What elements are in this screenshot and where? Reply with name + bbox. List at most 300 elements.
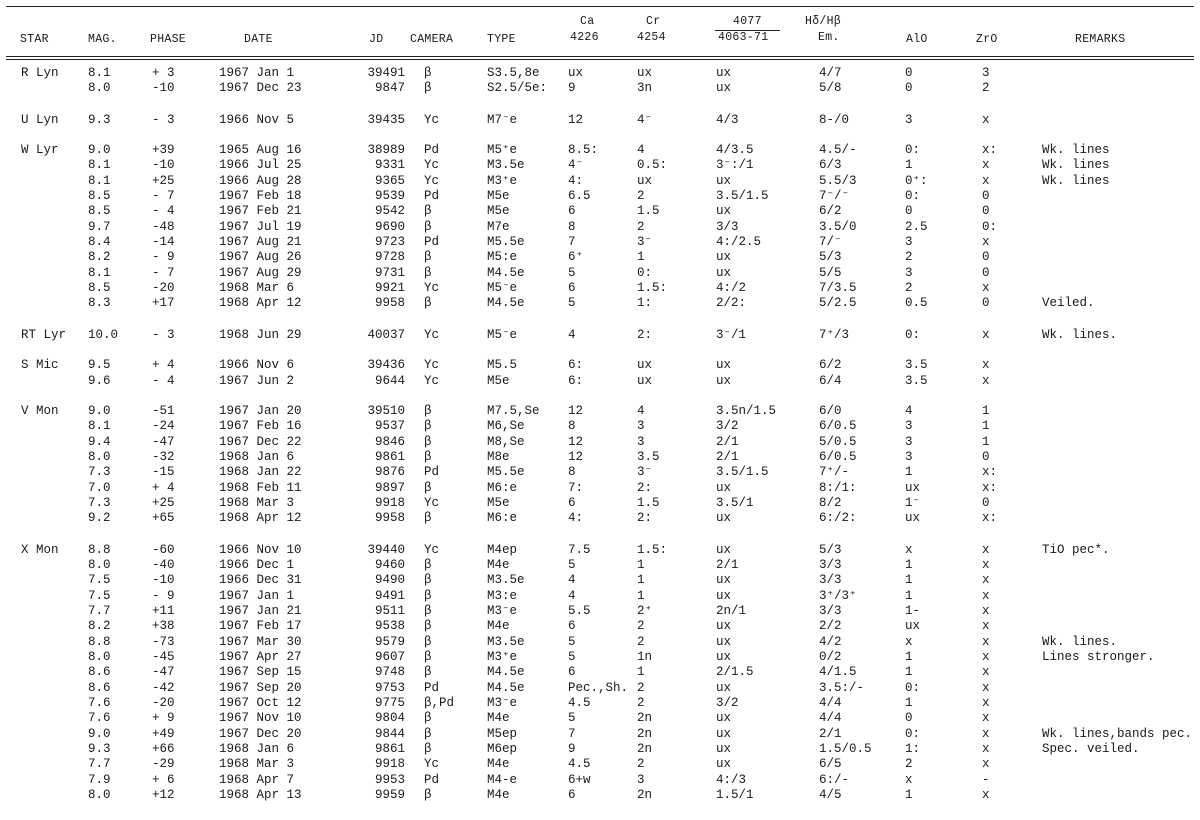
cell-cr-4254: ux <box>637 358 653 373</box>
cell-alo: 0: <box>905 143 921 158</box>
cell-camera: β <box>424 250 432 265</box>
cell-jd: 9861 <box>374 742 405 757</box>
cell-zro: 3 <box>982 66 990 80</box>
table-row <box>0 113 1200 128</box>
cell-type: M4e <box>487 711 510 726</box>
cell-camera: β <box>424 603 432 618</box>
cell-cr-4254: 2: <box>637 327 653 342</box>
cell-zro: x <box>982 542 990 557</box>
cell-hd-hb-em: 4/4 <box>819 711 842 726</box>
cell-jd: 9958 <box>374 511 405 526</box>
cell-ratio-4077: 4/3.5 <box>716 143 754 158</box>
cell-mag: 8.1 <box>88 173 111 188</box>
cell-ca-4226: 8 <box>568 219 576 234</box>
table-row <box>0 696 1200 711</box>
cell-ratio-4077: 2/1 <box>716 557 739 572</box>
cell-camera: Yc <box>424 358 440 373</box>
cell-camera: Yc <box>424 281 440 296</box>
cell-type: S2.5/5e: <box>487 81 548 96</box>
cell-ratio-4077: ux <box>716 573 732 588</box>
cell-cr-4254: 3.5 <box>637 449 660 464</box>
cell-type: M5e <box>487 204 510 219</box>
cell-hd-hb-em: 6/2 <box>819 204 842 219</box>
cell-ca-4226: 12 <box>568 449 584 464</box>
cell-date: 1968 Mar 6 <box>219 281 295 296</box>
cell-date: 1966 Aug 28 <box>219 173 302 188</box>
cell-zro: x <box>982 680 990 695</box>
cell-zro: x <box>982 696 990 711</box>
table-row <box>0 250 1200 265</box>
cell-mag: 8.2 <box>88 619 111 634</box>
cell-alo: 3 <box>905 419 913 434</box>
cell-alo: 2.5 <box>905 219 928 234</box>
cell-phase: -32 <box>152 449 175 464</box>
cell-date: 1966 Nov 6 <box>219 358 295 373</box>
cell-alo: 3 <box>905 235 913 250</box>
cell-type: M4-e <box>487 772 518 787</box>
header-date: DATE <box>244 33 273 46</box>
table-row <box>0 143 1200 158</box>
table-row <box>0 235 1200 250</box>
cell-cr-4254: 1 <box>637 250 645 265</box>
table-row <box>0 681 1200 696</box>
cell-date: 1967 Jan 1 <box>219 588 295 603</box>
cell-zro: x <box>982 557 990 572</box>
table-row <box>0 189 1200 204</box>
cell-date: 1967 Dec 20 <box>219 726 302 741</box>
cell-ratio-4077: 3/2 <box>716 696 739 711</box>
table-row <box>0 296 1200 311</box>
cell-hd-hb-em: 7/3.5 <box>819 281 857 296</box>
cell-hd-hb-em: 4.5/- <box>819 143 857 158</box>
cell-mag: 9.3 <box>88 742 111 757</box>
cell-phase: -10 <box>152 158 175 173</box>
cell-date: 1967 Dec 23 <box>219 81 302 96</box>
cell-phase: +39 <box>152 143 175 158</box>
cell-ratio-4077: ux <box>716 173 732 188</box>
cell-mag: 9.0 <box>88 403 111 418</box>
cell-remarks: TiO pec*. <box>1042 542 1110 557</box>
cell-zro: 0 <box>982 296 990 311</box>
cell-cr-4254: 2n <box>637 788 653 803</box>
cell-ca-4226: 6.5 <box>568 189 591 204</box>
cell-type: M7.5,Se <box>487 403 540 418</box>
cell-jd: 39436 <box>367 358 405 373</box>
cell-ca-4226: 9 <box>568 81 576 96</box>
cell-phase: - 3 <box>152 327 175 342</box>
table-row <box>0 404 1200 419</box>
cell-ca-4226: 4.5 <box>568 757 591 772</box>
cell-mag: 7.5 <box>88 573 111 588</box>
cell-jd: 9731 <box>374 265 405 280</box>
cell-date: 1968 Mar 3 <box>219 495 295 510</box>
cell-date: 1966 Nov 10 <box>219 542 302 557</box>
cell-alo: 3.5 <box>905 358 928 373</box>
cell-cr-4254: 2n <box>637 726 653 741</box>
cell-phase: + 6 <box>152 772 175 787</box>
cell-cr-4254: 2 <box>637 619 645 634</box>
cell-phase: -24 <box>152 419 175 434</box>
cell-zro: x <box>982 358 990 373</box>
cell-camera: β <box>424 511 432 526</box>
cell-mag: 7.3 <box>88 495 111 510</box>
cell-zro: 0 <box>982 250 990 265</box>
table-row <box>0 635 1200 650</box>
cell-phase: -45 <box>152 650 175 664</box>
cell-date: 1965 Aug 16 <box>219 143 302 158</box>
cell-type: M4ep <box>487 542 518 557</box>
cell-zro: x <box>982 757 990 772</box>
cell-zro: x <box>982 650 990 664</box>
header-rule-1 <box>6 56 1194 57</box>
cell-cr-4254: 2 <box>637 696 645 711</box>
cell-jd: 9579 <box>374 634 405 649</box>
table-row <box>0 511 1200 526</box>
cell-jd: 38989 <box>367 143 405 158</box>
star-name: X Mon <box>21 542 59 557</box>
cell-jd: 9847 <box>374 81 405 96</box>
cell-hd-hb-em: 3.5:/- <box>819 680 865 695</box>
cell-cr-4254: 1 <box>637 557 645 572</box>
cell-remarks: Wk. lines,bands pec. <box>1042 726 1193 741</box>
cell-type: M4e <box>487 557 510 572</box>
cell-jd: 9460 <box>374 557 405 572</box>
cell-ca-4226: 6 <box>568 281 576 296</box>
cell-jd: 9539 <box>374 189 405 204</box>
cell-cr-4254: 1 <box>637 588 645 603</box>
cell-ratio-4077: ux <box>716 250 732 265</box>
cell-camera: Yc <box>424 327 440 342</box>
cell-zro: 0 <box>982 189 990 204</box>
cell-camera: Pd <box>424 189 440 204</box>
cell-ca-4226: 8 <box>568 419 576 434</box>
star-name: S Mic <box>21 358 59 373</box>
cell-date: 1967 Jan 20 <box>219 403 302 418</box>
cell-hd-hb-em: 0/2 <box>819 650 842 664</box>
cell-ca-4226: 5 <box>568 711 576 726</box>
cell-mag: 8.1 <box>88 66 111 80</box>
cell-alo: 2 <box>905 250 913 265</box>
cell-remarks: Veiled. <box>1042 296 1095 311</box>
table-header <box>0 0 1200 58</box>
cell-jd: 9728 <box>374 250 405 265</box>
cell-ratio-4077: ux <box>716 265 732 280</box>
cell-zro: x <box>982 603 990 618</box>
cell-alo: 0 <box>905 81 913 96</box>
cell-cr-4254: 1.5: <box>637 281 668 296</box>
cell-mag: 10.0 <box>88 327 119 342</box>
cell-cr-4254: 2 <box>637 680 645 695</box>
table-row <box>0 450 1200 465</box>
cell-cr-4254: 2 <box>637 634 645 649</box>
cell-mag: 9.5 <box>88 358 111 373</box>
cell-type: M3.5e <box>487 573 525 588</box>
cell-alo: ux <box>905 480 921 495</box>
cell-ratio-4077: ux <box>716 742 732 757</box>
cell-phase: +66 <box>152 742 175 757</box>
cell-jd: 9490 <box>374 573 405 588</box>
cell-phase: + 4 <box>152 358 175 373</box>
cell-jd: 9365 <box>374 173 405 188</box>
cell-cr-4254: 0.5: <box>637 158 668 173</box>
cell-jd: 9918 <box>374 495 405 510</box>
cell-camera: β <box>424 403 432 418</box>
cell-cr-4254: 1n <box>637 650 653 664</box>
cell-jd: 9511 <box>374 603 405 618</box>
star-name: W Lyr <box>21 143 59 158</box>
cell-date: 1968 Apr 13 <box>219 788 302 803</box>
cell-ratio-4077: 2/2: <box>716 296 747 311</box>
cell-ca-4226: 6⁺ <box>568 250 584 265</box>
cell-date: 1968 Apr 12 <box>219 296 302 311</box>
cell-ratio-4077: 4/3 <box>716 112 739 127</box>
cell-ratio-4077: 2/1 <box>716 449 739 464</box>
cell-phase: + 9 <box>152 711 175 726</box>
cell-camera: β <box>424 742 432 757</box>
cell-cr-4254: 2n <box>637 711 653 726</box>
cell-jd: 9331 <box>374 158 405 173</box>
star-group <box>0 404 1200 527</box>
cell-jd: 9958 <box>374 296 405 311</box>
cell-mag: 8.2 <box>88 250 111 265</box>
cell-mag: 8.1 <box>88 419 111 434</box>
table-row <box>0 158 1200 173</box>
cell-phase: +12 <box>152 788 175 803</box>
header-mag: MAG. <box>88 33 117 46</box>
table-row <box>0 328 1200 343</box>
cell-ca-4226: 6+w <box>568 772 591 787</box>
cell-mag: 9.3 <box>88 112 111 127</box>
cell-hd-hb-em: 3/3 <box>819 557 842 572</box>
star-group <box>0 113 1200 128</box>
cell-hd-hb-em: 6:/- <box>819 772 850 787</box>
cell-jd: 9723 <box>374 235 405 250</box>
cell-phase: +11 <box>152 603 175 618</box>
cell-cr-4254: 1: <box>637 296 653 311</box>
cell-type: M5⁺e <box>487 143 518 158</box>
cell-date: 1966 Dec 1 <box>219 557 295 572</box>
cell-zro: x: <box>982 465 998 480</box>
cell-camera: β <box>424 726 432 741</box>
cell-date: 1968 Apr 7 <box>219 772 295 787</box>
cell-type: M5.5 <box>487 358 518 373</box>
cell-jd: 9644 <box>374 373 405 388</box>
cell-cr-4254: 2 <box>637 189 645 204</box>
cell-ca-4226: 5 <box>568 296 576 311</box>
cell-hd-hb-em: 6/5 <box>819 757 842 772</box>
table-row <box>0 465 1200 480</box>
cell-date: 1967 Jan 1 <box>219 66 295 80</box>
cell-alo: 2 <box>905 757 913 772</box>
cell-mag: 7.9 <box>88 772 111 787</box>
cell-ca-4226: Pec.,Sh. <box>568 680 629 695</box>
cell-camera: β <box>424 265 432 280</box>
cell-date: 1967 Jan 21 <box>219 603 302 618</box>
cell-ca-4226: 12 <box>568 403 584 418</box>
cell-mag: 8.0 <box>88 788 111 803</box>
cell-date: 1967 Feb 17 <box>219 619 302 634</box>
cell-ratio-4077: ux <box>716 542 732 557</box>
cell-mag: 8.0 <box>88 81 111 96</box>
cell-ratio-4077: 3.5/1 <box>716 495 754 510</box>
star-group <box>0 328 1200 343</box>
cell-ratio-4077: 1.5/1 <box>716 788 754 803</box>
cell-zro: 1 <box>982 434 990 449</box>
cell-alo: 1 <box>905 465 913 480</box>
cell-cr-4254: ux <box>637 66 653 80</box>
cell-cr-4254: 2: <box>637 480 653 495</box>
cell-type: M5e <box>487 495 510 510</box>
cell-type: M5⁻e <box>487 327 518 342</box>
cell-jd: 9844 <box>374 726 405 741</box>
cell-alo: 0⁺: <box>905 173 928 188</box>
cell-jd: 9846 <box>374 434 405 449</box>
cell-hd-hb-em: 6/3 <box>819 158 842 173</box>
cell-mag: 7.7 <box>88 757 111 772</box>
cell-cr-4254: 1.5 <box>637 495 660 510</box>
cell-mag: 9.4 <box>88 434 111 449</box>
cell-remarks: Wk. lines <box>1042 143 1110 158</box>
cell-camera: Pd <box>424 680 440 695</box>
cell-ratio-4077: 2n/1 <box>716 603 747 618</box>
cell-date: 1967 Oct 12 <box>219 696 302 711</box>
cell-mag: 8.8 <box>88 542 111 557</box>
cell-hd-hb-em: 2/2 <box>819 619 842 634</box>
cell-mag: 8.3 <box>88 296 111 311</box>
cell-alo: 3 <box>905 265 913 280</box>
cell-hd-hb-em: 4/1.5 <box>819 665 857 680</box>
cell-type: M5e <box>487 373 510 388</box>
cell-ca-4226: 12 <box>568 112 584 127</box>
cell-camera: β <box>424 204 432 219</box>
cell-type: M5:e <box>487 250 518 265</box>
cell-ratio-4077: ux <box>716 204 732 219</box>
cell-camera: β <box>424 81 432 96</box>
table-row <box>0 711 1200 726</box>
cell-type: M4.5e <box>487 296 525 311</box>
cell-jd: 39435 <box>367 112 405 127</box>
header-ca-wavelength: 4226 <box>570 31 599 44</box>
table-row <box>0 558 1200 573</box>
cell-alo: 1⁻ <box>905 495 921 510</box>
cell-alo: 1: <box>905 742 921 757</box>
cell-cr-4254: 2: <box>637 511 653 526</box>
cell-phase: -14 <box>152 235 175 250</box>
cell-date: 1966 Jul 25 <box>219 158 302 173</box>
cell-ratio-4077: ux <box>716 619 732 634</box>
cell-remarks: Wk. lines <box>1042 158 1110 173</box>
cell-cr-4254: 4 <box>637 403 645 418</box>
table-row <box>0 727 1200 742</box>
cell-cr-4254: ux <box>637 373 653 388</box>
cell-alo: x <box>905 542 913 557</box>
cell-date: 1968 Apr 12 <box>219 511 302 526</box>
header-ratio-numerator: 4077 <box>733 15 762 28</box>
cell-jd: 9921 <box>374 281 405 296</box>
cell-hd-hb-em: 5/2.5 <box>819 296 857 311</box>
cell-ratio-4077: ux <box>716 650 732 664</box>
cell-type: M3⁻e <box>487 603 518 618</box>
cell-camera: β <box>424 419 432 434</box>
header-hdhb: Hδ/Hβ <box>805 15 842 28</box>
cell-ca-4226: 7.5 <box>568 542 591 557</box>
cell-phase: - 9 <box>152 250 175 265</box>
cell-hd-hb-em: 3⁺/3⁺ <box>819 588 857 603</box>
cell-zro: 1 <box>982 419 990 434</box>
cell-ratio-4077: 3⁻/1 <box>716 327 747 342</box>
cell-mag: 8.0 <box>88 449 111 464</box>
cell-ca-4226: 7 <box>568 235 576 250</box>
cell-mag: 9.2 <box>88 511 111 526</box>
header-camera: CAMERA <box>410 33 454 46</box>
cell-ratio-4077: ux <box>716 711 732 726</box>
cell-alo: 0 <box>905 204 913 219</box>
cell-mag: 8.0 <box>88 650 111 664</box>
cell-camera: β <box>424 449 432 464</box>
cell-phase: -20 <box>152 281 175 296</box>
header-star: STAR <box>20 33 49 46</box>
cell-hd-hb-em: 8-/0 <box>819 112 850 127</box>
cell-hd-hb-em: 7⁺/- <box>819 465 850 480</box>
table-row <box>0 543 1200 558</box>
cell-ca-4226: 5 <box>568 634 576 649</box>
cell-date: 1968 Jan 6 <box>219 449 295 464</box>
cell-zro: x <box>982 373 990 388</box>
cell-ratio-4077: ux <box>716 511 732 526</box>
cell-zro: x <box>982 173 990 188</box>
cell-type: M4.5e <box>487 680 525 695</box>
cell-date: 1967 Sep 15 <box>219 665 302 680</box>
cell-zro: 0 <box>982 449 990 464</box>
cell-alo: 0 <box>905 66 913 80</box>
cell-phase: +17 <box>152 296 175 311</box>
cell-ca-4226: 8 <box>568 465 576 480</box>
cell-ratio-4077: 3⁻:/1 <box>716 158 754 173</box>
cell-date: 1967 Sep 20 <box>219 680 302 695</box>
cell-ca-4226: 5 <box>568 650 576 664</box>
cell-ca-4226: 6 <box>568 619 576 634</box>
cell-cr-4254: 2⁺ <box>637 603 653 618</box>
cell-ratio-4077: ux <box>716 588 732 603</box>
cell-camera: β <box>424 588 432 603</box>
cell-hd-hb-em: 5.5/3 <box>819 173 857 188</box>
cell-jd: 9753 <box>374 680 405 695</box>
cell-date: 1968 Jan 22 <box>219 465 302 480</box>
cell-hd-hb-em: 4/4 <box>819 696 842 711</box>
cell-type: M3.5e <box>487 634 525 649</box>
cell-alo: 0 <box>905 711 913 726</box>
cell-ca-4226: 4.5 <box>568 696 591 711</box>
cell-camera: β <box>424 296 432 311</box>
cell-ca-4226: 6 <box>568 665 576 680</box>
cell-mag: 7.6 <box>88 711 111 726</box>
cell-type: M5.5e <box>487 235 525 250</box>
cell-date: 1967 Aug 29 <box>219 265 302 280</box>
table-row <box>0 619 1200 634</box>
cell-alo: 3.5 <box>905 373 928 388</box>
cell-phase: - 4 <box>152 373 175 388</box>
cell-ca-4226: 8.5: <box>568 143 599 158</box>
cell-camera: β <box>424 66 432 80</box>
cell-date: 1967 Jun 2 <box>219 373 295 388</box>
cell-ca-4226: 7: <box>568 480 584 495</box>
cell-type: M4e <box>487 757 510 772</box>
table-row <box>0 174 1200 189</box>
cell-phase: -60 <box>152 542 175 557</box>
cell-alo: 0: <box>905 189 921 204</box>
cell-camera: Pd <box>424 143 440 158</box>
cell-camera: β <box>424 434 432 449</box>
